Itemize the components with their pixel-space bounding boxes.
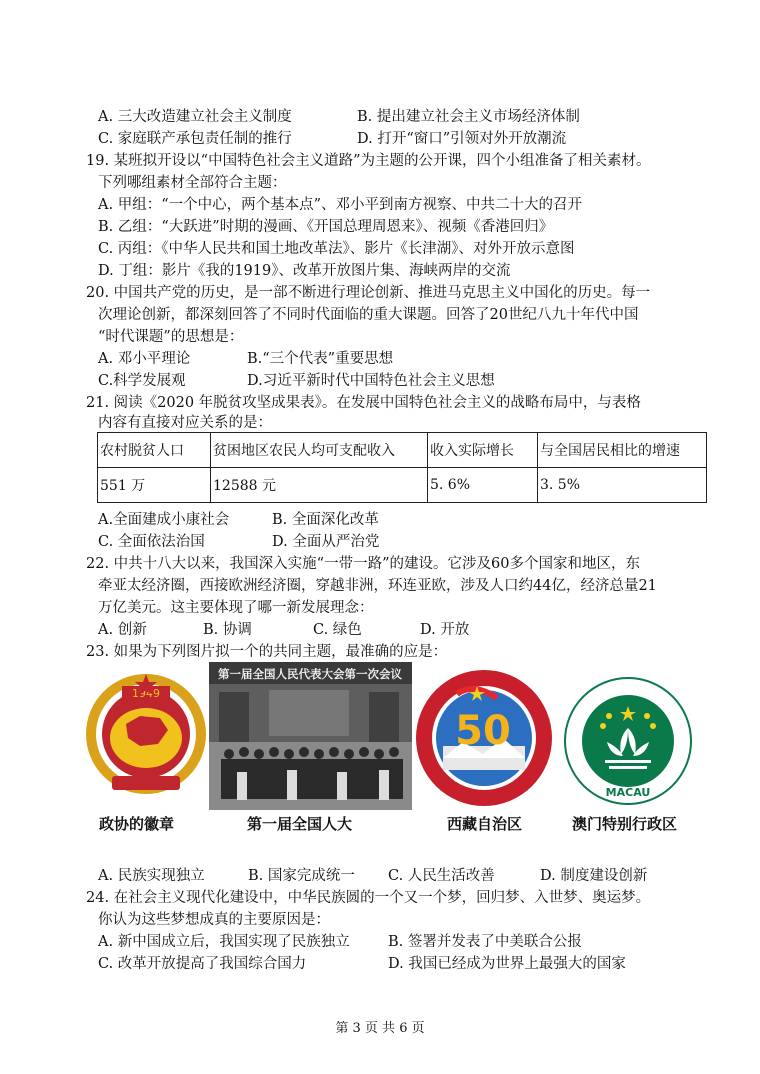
poverty-table (97, 432, 707, 503)
q24-option-a: A. 新中国成立后，我国实现了民族独立 (98, 934, 350, 950)
caption-cppcc: 政协的徽章 (99, 815, 175, 833)
macau-sar-emblem (563, 676, 693, 806)
q19-option-c: C. 丙组：《中华人民共和国土地改革法》、影片《长津湖》、对外开放示意图 (98, 241, 575, 257)
svg-text:50: 50 (455, 708, 511, 754)
emblem-year: 1949 (132, 687, 160, 700)
q23-option-a: A. 民族实现独立 (98, 868, 205, 884)
photo-banner: 第一届全国人民代表大会第一次会议 (218, 667, 402, 681)
q20-option-b: B.“三个代表”重要思想 (247, 351, 394, 367)
q22-option-d: D. 开放 (420, 622, 470, 638)
q20-option-c: C.科学发展观 (98, 373, 186, 389)
q20-option-a: A. 邓小平理论 (98, 351, 191, 367)
table-cell: 5. 6% (428, 468, 538, 503)
q21-option-c: C. 全面依法治国 (98, 534, 205, 550)
q21-option-a: A.全面建成小康社会 (98, 512, 230, 528)
q20-stem-line1: 20. 中国共产党的历史，是一部不断进行理论创新、推进马克思主义中国化的历史。每一 (86, 285, 651, 301)
table-header-cell: 收入实际增长 (428, 433, 538, 468)
q18-option-b: B. 提出建立社会主义市场经济体制 (357, 109, 580, 125)
q24-option-c: C. 改革开放提高了我国综合国力 (98, 956, 307, 972)
q20-stem-line3: “时代课题”的思想是： (98, 329, 244, 345)
q24-option-b: B. 签署并发表了中美联合公报 (388, 934, 582, 950)
q23-option-c: C. 人民生活改善 (388, 868, 495, 884)
q18-option-c: C. 家庭联产承包责任制的推行 (98, 131, 292, 147)
table-header-cell: 农村脱贫人口 (98, 433, 211, 468)
q23-option-d: D. 制度建设创新 (540, 868, 648, 884)
table-header-cell: 与全国居民相比的增速 (538, 433, 707, 468)
q22-option-b: B. 协调 (203, 622, 252, 638)
table-cell: 551 万 (98, 468, 211, 503)
q22-stem-line3: 万亿美元。这主要体现了哪一新发展理念： (98, 600, 374, 616)
q20-stem-line2: 次理论创新，都深刻回答了不同时代面临的重大课题。回答了20世纪八九十年代中国 (98, 307, 639, 323)
macau-text: MACAU (605, 786, 651, 799)
page-footer: 第 3 页 共 6 页 (335, 1021, 425, 1036)
q21-stem-line1: 21. 阅读《2020 年脱贫攻坚成果表》。在发展中国特色社会主义的战略布局中，与表格 (86, 395, 641, 411)
q24-option-d: D. 我国已经成为世界上最强大的国家 (388, 956, 626, 972)
q21-stem-line2: 内容有直接对应关系的是： (98, 415, 272, 431)
table-cell: 12588 元 (211, 468, 428, 503)
table-header-row (98, 433, 707, 468)
table-cell: 3. 5% (538, 468, 707, 503)
caption-first-npc: 第一届全国人大 (247, 815, 353, 833)
caption-macau: 澳门特别行政区 (572, 815, 678, 833)
q22-stem-line2: 牵亚太经济圈，西接欧洲经济圈，穿越非洲，环连亚欧，涉及人口约44亿，经济总量21 (98, 578, 657, 594)
q19-option-d: D. 丁组：影片《我的1919》、改革开放图片集、海峡两岸的交流 (98, 263, 511, 279)
q24-stem-line2: 你认为这些梦想成真的主要原因是： (98, 912, 330, 928)
table-row (98, 468, 707, 503)
q20-option-d: D.习近平新时代中国特色社会主义思想 (247, 373, 495, 389)
q22-option-c: C. 绿色 (313, 622, 362, 638)
first-npc-photo (209, 662, 412, 810)
tibet-anniversary-logo (413, 668, 556, 808)
cppcc-emblem-image (82, 672, 210, 802)
q21-option-d: D. 全面从严治党 (272, 534, 380, 550)
q18-option-a: A. 三大改造建立社会主义制度 (98, 109, 292, 125)
q23-option-b: B. 国家完成统一 (248, 868, 355, 884)
q23-stem: 23. 如果为下列图片拟一个的共同主题，最准确的应是： (86, 644, 448, 660)
table-header-cell: 贫困地区农民人均可支配收入 (211, 433, 428, 468)
caption-tibet: 西藏自治区 (447, 815, 523, 833)
q24-stem-line1: 24. 在社会主义现代化建设中，中华民族圆的一个又一个梦，回归梦、入世梦、奥运梦。 (86, 890, 651, 906)
q22-stem-line1: 22. 中共十八大以来，我国深入实施“一带一路”的建设。它涉及60多个国家和地区，东 (86, 556, 640, 572)
q19-option-b: B. 乙组：“大跃进”时期的漫画、《开国总理周恩来》、视频《香港回归》 (98, 219, 554, 235)
q19-stem-line2: 下列哪组素材全部符合主题： (98, 175, 287, 191)
q22-option-a: A. 创新 (98, 622, 147, 638)
q19-stem-line1: 19. 某班拟开设以“中国特色社会主义道路”为主题的公开课，四个小组准备了相关素材。 (86, 153, 651, 169)
q18-option-d: D. 打开“窗口”引领对外开放潮流 (357, 131, 567, 147)
q21-option-b: B. 全面深化改革 (272, 512, 379, 528)
q19-option-a: A. 甲组：“一个中心，两个基本点”、邓小平到南方视察、中共二十大的召开 (98, 197, 583, 213)
